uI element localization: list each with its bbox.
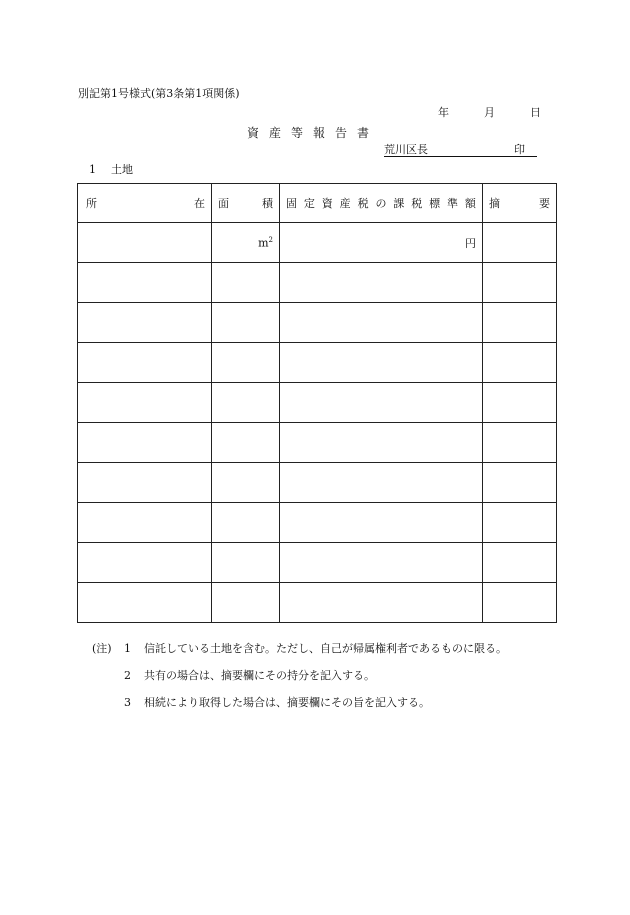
- table-row: [78, 343, 557, 383]
- area-cell[interactable]: [212, 263, 280, 303]
- column-header-text: 摘 要: [489, 197, 550, 210]
- tax-base-cell[interactable]: [280, 463, 483, 503]
- area-unit: m: [258, 236, 269, 250]
- table-row: [78, 583, 557, 623]
- date-month-label: 月: [484, 106, 495, 119]
- note-number: 1: [124, 642, 131, 655]
- date-day-label: 日: [530, 106, 541, 119]
- section-heading: [89, 161, 133, 177]
- table-row: [78, 503, 557, 543]
- tax-base-cell[interactable]: [280, 383, 483, 423]
- note-text: 信託している土地を含む。ただし、自己が帰属権利者であるものに限る。: [144, 642, 507, 655]
- remarks-cell[interactable]: [483, 223, 557, 263]
- location-cell[interactable]: [78, 543, 212, 583]
- tax-base-cell[interactable]: [280, 303, 483, 343]
- area-unit-superscript: 2: [268, 235, 273, 244]
- remarks-cell[interactable]: [483, 263, 557, 303]
- area-cell[interactable]: [212, 303, 280, 343]
- table-row: [78, 543, 557, 583]
- location-cell[interactable]: [78, 263, 212, 303]
- tax-base-cell[interactable]: [280, 343, 483, 383]
- tax-base-cell[interactable]: [280, 543, 483, 583]
- area-cell[interactable]: [212, 543, 280, 583]
- location-cell[interactable]: [78, 383, 212, 423]
- area-cell[interactable]: [212, 343, 280, 383]
- remarks-cell[interactable]: [483, 343, 557, 383]
- location-cell[interactable]: [78, 303, 212, 343]
- column-header-location: [78, 184, 212, 223]
- column-header-text: 固 定 資 産 税 の 課 税 標 準 額: [286, 197, 476, 210]
- notes-prefix: (注): [92, 642, 112, 655]
- area-cell[interactable]: [212, 383, 280, 423]
- location-cell[interactable]: [78, 583, 212, 623]
- table-row: [78, 463, 557, 503]
- tax-base-cell[interactable]: [280, 223, 483, 263]
- date-line: [438, 104, 541, 120]
- remarks-cell[interactable]: [483, 543, 557, 583]
- remarks-cell[interactable]: [483, 463, 557, 503]
- land-table: [77, 183, 557, 623]
- column-header-tax-base: [280, 184, 483, 223]
- area-cell[interactable]: [212, 463, 280, 503]
- table-row: [78, 383, 557, 423]
- section-label: 土地: [111, 163, 133, 176]
- seal-mark: 印: [514, 143, 525, 156]
- location-cell[interactable]: [78, 223, 212, 263]
- area-cell[interactable]: [212, 423, 280, 463]
- column-header-remarks: [483, 184, 557, 223]
- column-header-text: 面 積: [218, 197, 273, 210]
- remarks-cell[interactable]: [483, 383, 557, 423]
- remarks-cell[interactable]: [483, 583, 557, 623]
- area-cell[interactable]: [212, 223, 280, 263]
- remarks-cell[interactable]: [483, 303, 557, 343]
- table-row: [78, 423, 557, 463]
- tax-base-cell[interactable]: [280, 583, 483, 623]
- tax-base-cell[interactable]: [280, 423, 483, 463]
- remarks-cell[interactable]: [483, 423, 557, 463]
- addressee-line: [384, 141, 537, 157]
- column-header-area: [212, 184, 280, 223]
- location-cell[interactable]: [78, 343, 212, 383]
- note-item: [92, 662, 507, 689]
- form-label: 別記第1号様式(第3条第1項関係): [78, 87, 240, 100]
- date-year-label: 年: [438, 106, 449, 119]
- area-cell[interactable]: [212, 503, 280, 543]
- note-text: 相続により取得した場合は、摘要欄にその旨を記入する。: [144, 696, 430, 709]
- location-cell[interactable]: [78, 463, 212, 503]
- table-row: [78, 263, 557, 303]
- tax-base-cell[interactable]: [280, 263, 483, 303]
- table-row: [78, 303, 557, 343]
- addressee-name: 荒川区長: [384, 143, 428, 156]
- document-title: 資産等報告書: [247, 126, 380, 140]
- note-number: 2: [124, 669, 131, 682]
- tax-base-cell[interactable]: [280, 503, 483, 543]
- table-row: [78, 223, 557, 263]
- note-item: [92, 689, 507, 716]
- area-cell[interactable]: [212, 583, 280, 623]
- note-item: [92, 635, 507, 662]
- note-text: 共有の場合は、摘要欄にその持分を記入する。: [144, 669, 375, 682]
- amount-unit: 円: [465, 236, 476, 250]
- location-cell[interactable]: [78, 503, 212, 543]
- note-number: 3: [124, 696, 131, 709]
- section-number: 1: [89, 163, 96, 176]
- location-cell[interactable]: [78, 423, 212, 463]
- notes: [92, 635, 507, 716]
- remarks-cell[interactable]: [483, 503, 557, 543]
- table-header-row: [78, 184, 557, 223]
- column-header-text: 所 在: [86, 197, 205, 210]
